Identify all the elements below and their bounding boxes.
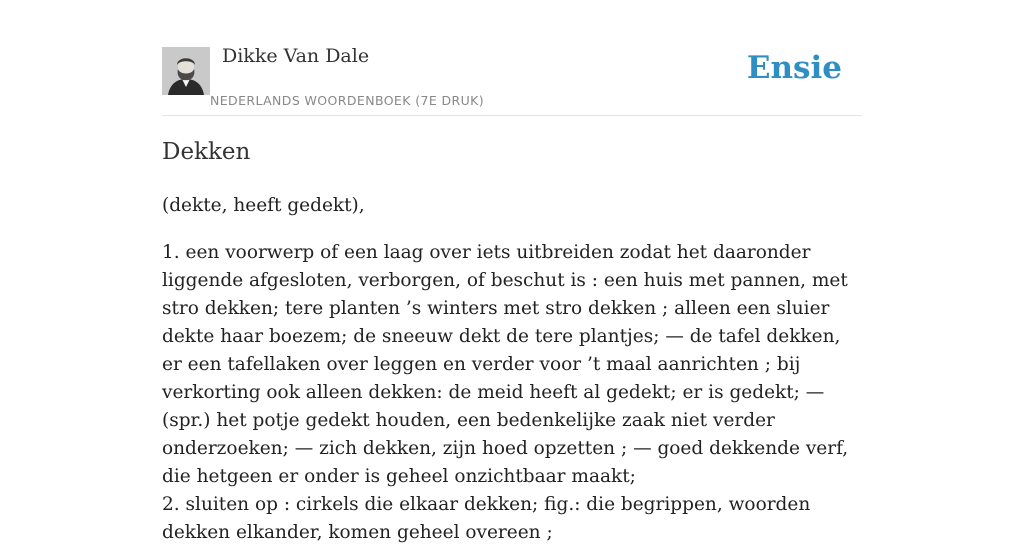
entry-forms: (dekte, heeft gedekt), <box>162 195 365 216</box>
header <box>162 0 862 116</box>
page-container <box>162 0 862 543</box>
portrait-icon <box>162 47 210 95</box>
definition-item: 2. sluiten op : cirkels die elkaar dekken; fig.: die begrippen, woorden dekken elkander, komen geheel overeen ; <box>162 494 811 543</box>
author-name[interactable]: Dikke Van Dale <box>222 45 370 67</box>
entry-definition <box>162 239 862 547</box>
definition-item: 1. een voorwerp of een laag over iets uitbreiden zodat het daaronder liggende afgesloten, verborgen, of beschut is : een huis met pannen, met stro dekken; tere planten ’s winters met stro dekken ; alleen een sluier dekte haar boezem; de sneeuw dekt de tere plantjes; — de tafel dekken, er een tafellaken over leggen en verder voor ’t maal aanrichten ; bij verkorting ook alleen dekken: de meid heeft al gedekt; er is gedekt; — (spr.) het potje gedekt houden, een bedenkelijke zaak niet verder onderzoeken; — zich dekken, zijn hoed opzetten ; — goed dekkende verf, die hetgeen er onder is geheel onzichtbaar maakt; <box>162 242 849 487</box>
brand-logo[interactable]: Ensie <box>746 50 842 86</box>
author-avatar[interactable] <box>162 47 210 95</box>
source-label[interactable]: NEDERLANDS WOORDENBOEK (7E DRUK) <box>210 93 485 108</box>
entry-title: Dekken <box>162 139 251 165</box>
